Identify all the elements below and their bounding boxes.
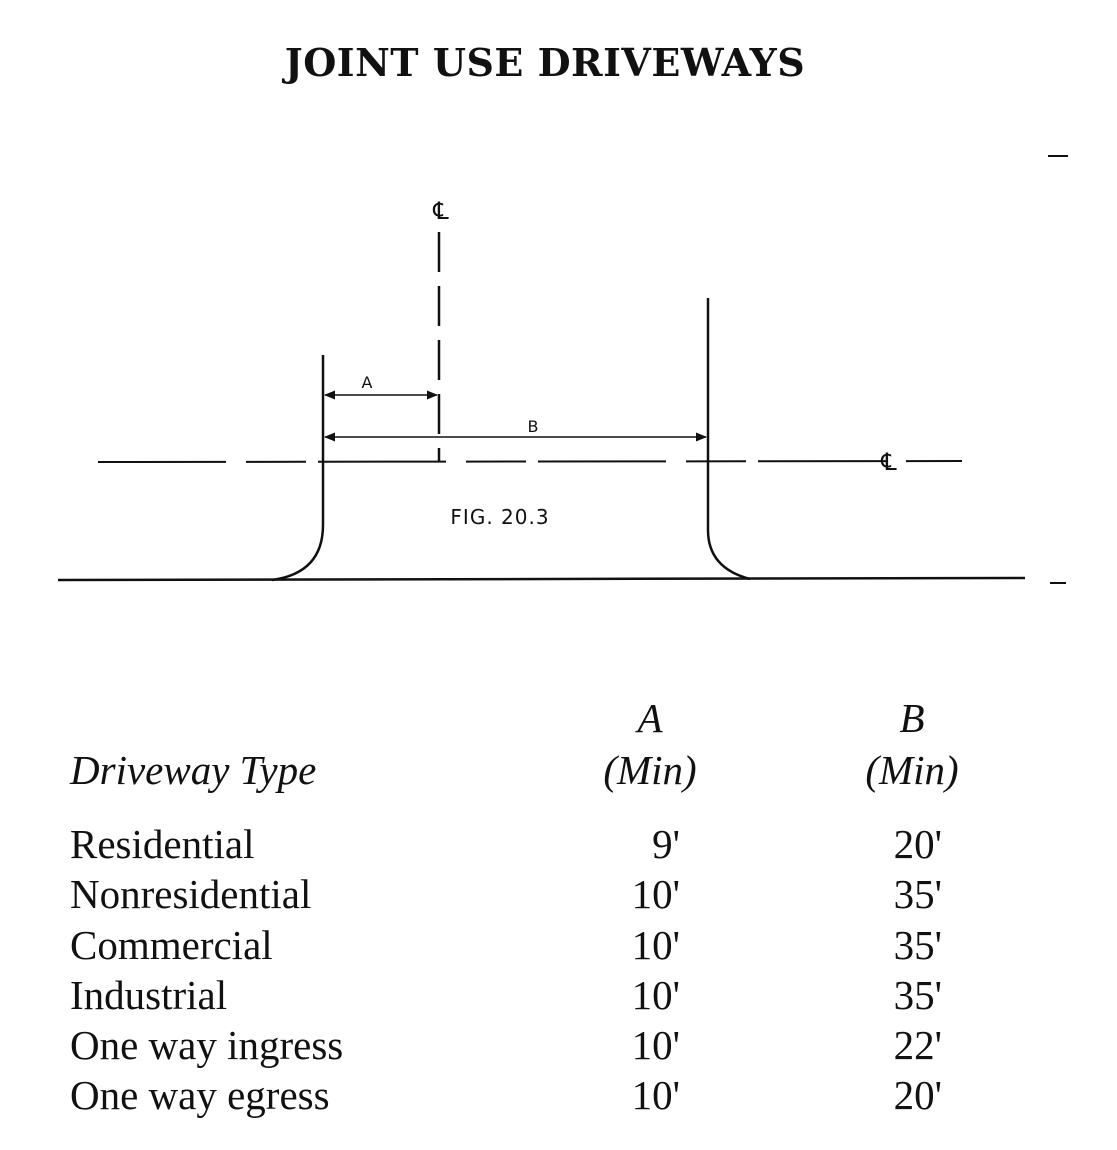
header-driveway-type: Driveway Type bbox=[70, 747, 317, 793]
vertical-centerline-symbol: ℄ bbox=[433, 197, 449, 225]
row-a-value: 9' bbox=[652, 821, 680, 867]
header-a-letter: A bbox=[637, 695, 663, 741]
header-b-letter: B bbox=[899, 695, 925, 741]
driveway-right-edge bbox=[708, 298, 750, 579]
row-b-value: 35' bbox=[893, 972, 942, 1018]
header-a-unit: (Min) bbox=[603, 747, 697, 793]
row-type: Commercial bbox=[70, 922, 273, 968]
row-a-value: 10' bbox=[631, 972, 680, 1018]
row-b-value: 35' bbox=[893, 922, 942, 968]
row-a-value: 10' bbox=[631, 1022, 680, 1068]
row-a-value: 10' bbox=[631, 922, 680, 968]
figure-caption: FIG. 20.3 bbox=[450, 505, 550, 529]
dimension-b-label: B bbox=[527, 417, 539, 436]
driveway-left-edge bbox=[272, 355, 323, 580]
row-a-value: 10' bbox=[631, 871, 680, 917]
row-a-value: 10' bbox=[631, 1072, 680, 1118]
row-type: One way ingress bbox=[70, 1022, 344, 1068]
row-type: Residential bbox=[70, 821, 255, 867]
horizontal-centerline-symbol: ℄ bbox=[881, 448, 897, 476]
row-type: Industrial bbox=[70, 972, 228, 1018]
horizontal-centerline bbox=[98, 461, 962, 462]
page-title: JOINT USE DRIVEWAYS bbox=[284, 40, 806, 85]
row-b-value: 20' bbox=[893, 1072, 942, 1118]
row-b-value: 35' bbox=[893, 871, 942, 917]
row-type: One way egress bbox=[70, 1072, 330, 1118]
row-b-value: 20' bbox=[893, 821, 942, 867]
header-b-unit: (Min) bbox=[865, 747, 959, 793]
row-type: Nonresidential bbox=[70, 871, 312, 917]
dimension-a-label: A bbox=[361, 373, 373, 392]
street-edge-line bbox=[58, 578, 1025, 580]
row-b-value: 22' bbox=[893, 1022, 942, 1068]
